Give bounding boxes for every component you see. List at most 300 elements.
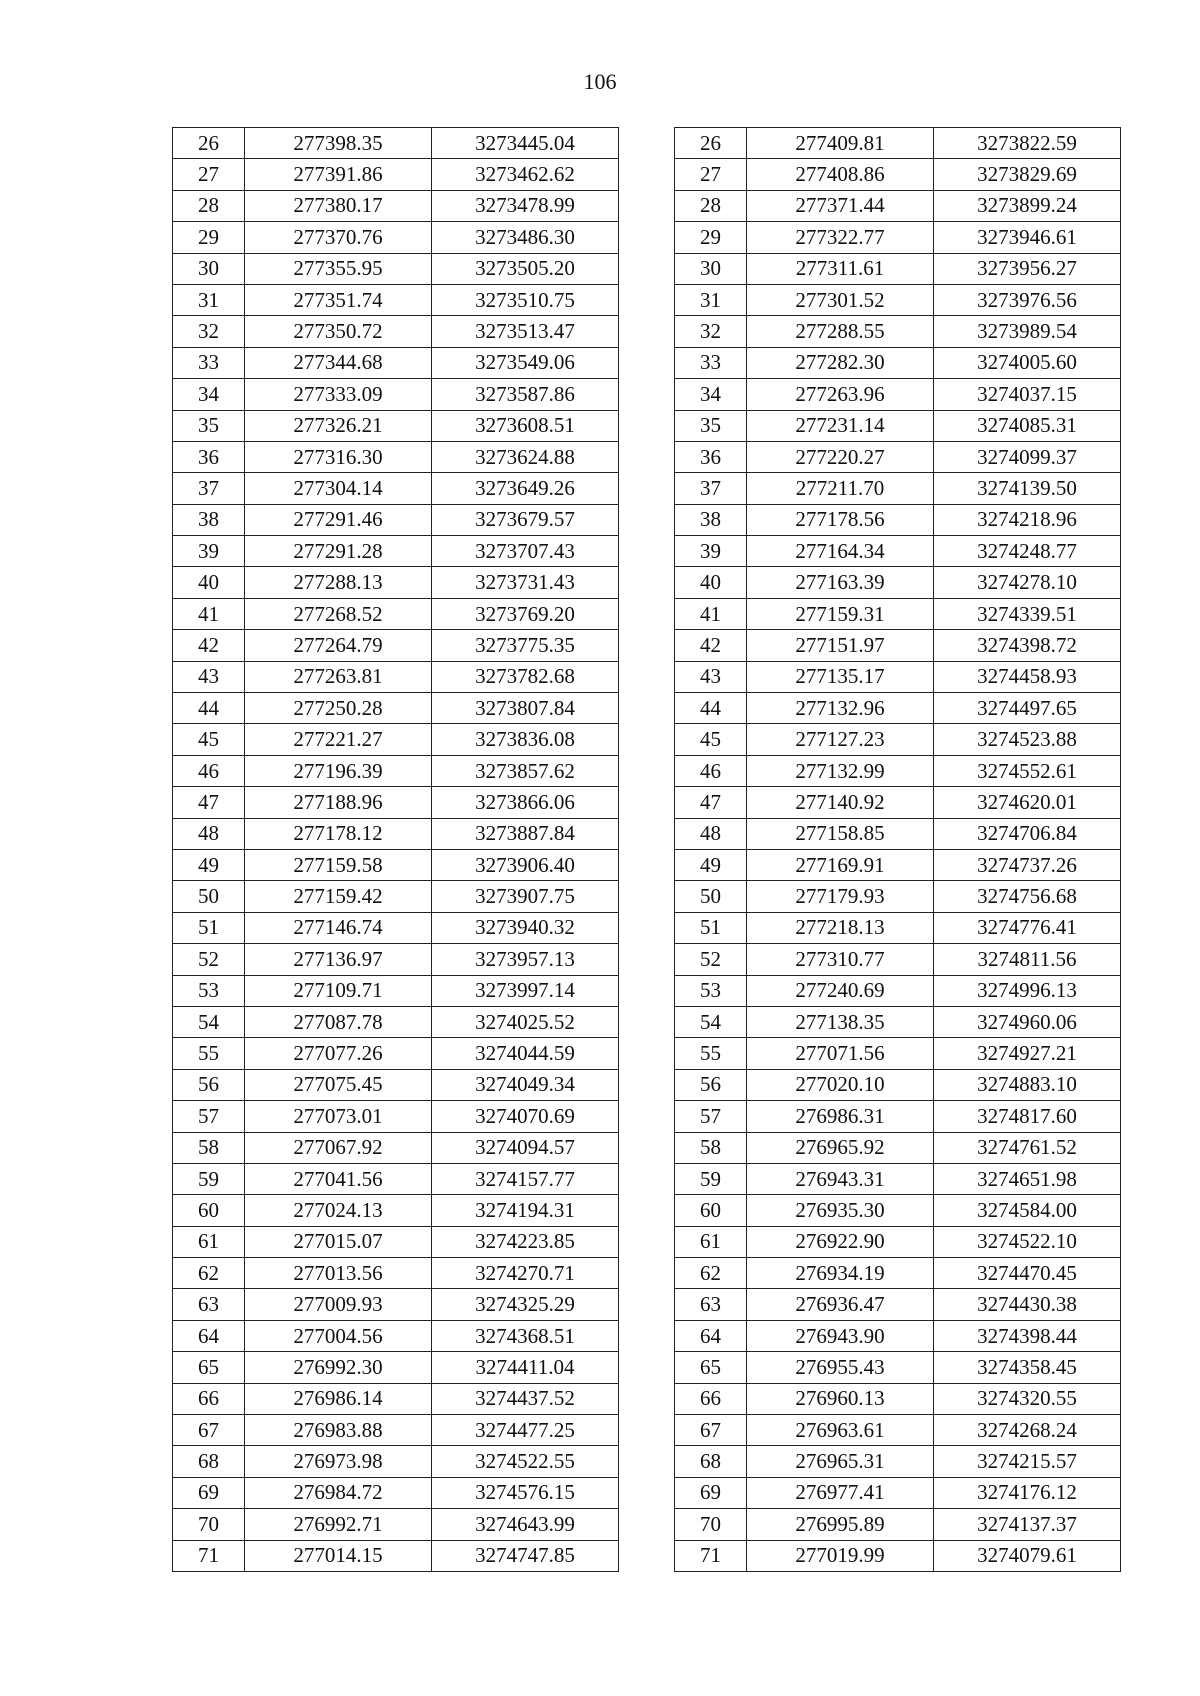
left-y-coordinate-cell: 3274747.85 xyxy=(432,1540,619,1571)
left-point-number-cell: 41 xyxy=(173,598,245,629)
left-x-coordinate-cell: 277136.97 xyxy=(245,944,432,975)
column-gap-cell xyxy=(619,1352,675,1383)
column-gap-cell xyxy=(619,379,675,410)
left-x-coordinate-cell: 277398.35 xyxy=(245,128,432,159)
table-row xyxy=(173,1006,1121,1037)
left-point-number-cell: 32 xyxy=(173,316,245,347)
right-x-coordinate-cell: 277231.14 xyxy=(747,410,934,441)
left-x-coordinate-cell: 277077.26 xyxy=(245,1038,432,1069)
column-gap-cell xyxy=(619,1509,675,1540)
right-x-coordinate-cell: 277151.97 xyxy=(747,630,934,661)
right-point-number-cell: 58 xyxy=(675,1132,747,1163)
right-x-coordinate-cell: 277169.91 xyxy=(747,849,934,880)
right-x-coordinate-cell: 277409.81 xyxy=(747,128,934,159)
left-point-number-cell: 39 xyxy=(173,536,245,567)
table-row xyxy=(173,1477,1121,1508)
right-y-coordinate-cell: 3274756.68 xyxy=(934,881,1121,912)
left-x-coordinate-cell: 277391.86 xyxy=(245,159,432,190)
left-y-coordinate-cell: 3273486.30 xyxy=(432,222,619,253)
table-row xyxy=(173,693,1121,724)
table-row xyxy=(173,379,1121,410)
right-point-number-cell: 39 xyxy=(675,536,747,567)
left-x-coordinate-cell: 277196.39 xyxy=(245,755,432,786)
left-y-coordinate-cell: 3273866.06 xyxy=(432,787,619,818)
left-point-number-cell: 63 xyxy=(173,1289,245,1320)
right-x-coordinate-cell: 277263.96 xyxy=(747,379,934,410)
right-point-number-cell: 68 xyxy=(675,1446,747,1477)
right-point-number-cell: 29 xyxy=(675,222,747,253)
left-y-coordinate-cell: 3274044.59 xyxy=(432,1038,619,1069)
right-point-number-cell: 45 xyxy=(675,724,747,755)
left-point-number-cell: 27 xyxy=(173,159,245,190)
left-y-coordinate-cell: 3273549.06 xyxy=(432,347,619,378)
left-y-coordinate-cell: 3273769.20 xyxy=(432,598,619,629)
left-point-number-cell: 54 xyxy=(173,1006,245,1037)
left-point-number-cell: 65 xyxy=(173,1352,245,1383)
column-gap-cell xyxy=(619,536,675,567)
right-y-coordinate-cell: 3274996.13 xyxy=(934,975,1121,1006)
right-point-number-cell: 44 xyxy=(675,693,747,724)
right-y-coordinate-cell: 3274137.37 xyxy=(934,1509,1121,1540)
column-gap-cell xyxy=(619,1132,675,1163)
right-point-number-cell: 31 xyxy=(675,284,747,315)
left-x-coordinate-cell: 277344.68 xyxy=(245,347,432,378)
column-gap-cell xyxy=(619,1446,675,1477)
left-x-coordinate-cell: 276992.30 xyxy=(245,1352,432,1383)
right-point-number-cell: 51 xyxy=(675,912,747,943)
left-point-number-cell: 56 xyxy=(173,1069,245,1100)
column-gap-cell xyxy=(619,1289,675,1320)
table-row xyxy=(173,284,1121,315)
left-y-coordinate-cell: 3273478.99 xyxy=(432,190,619,221)
table-row xyxy=(173,441,1121,472)
left-x-coordinate-cell: 277146.74 xyxy=(245,912,432,943)
right-x-coordinate-cell: 276943.90 xyxy=(747,1320,934,1351)
right-x-coordinate-cell: 277408.86 xyxy=(747,159,934,190)
right-x-coordinate-cell: 276963.61 xyxy=(747,1415,934,1446)
left-y-coordinate-cell: 3273624.88 xyxy=(432,441,619,472)
left-y-coordinate-cell: 3273505.20 xyxy=(432,253,619,284)
right-point-number-cell: 28 xyxy=(675,190,747,221)
table-row xyxy=(173,881,1121,912)
column-gap-cell xyxy=(619,567,675,598)
table-row xyxy=(173,159,1121,190)
right-point-number-cell: 35 xyxy=(675,410,747,441)
right-x-coordinate-cell: 277179.93 xyxy=(747,881,934,912)
table-row xyxy=(173,222,1121,253)
table-row xyxy=(173,1069,1121,1100)
column-gap-cell xyxy=(619,787,675,818)
right-point-number-cell: 30 xyxy=(675,253,747,284)
right-x-coordinate-cell: 277132.96 xyxy=(747,693,934,724)
column-gap-cell xyxy=(619,473,675,504)
table-row xyxy=(173,1320,1121,1351)
column-gap-cell xyxy=(619,284,675,315)
left-x-coordinate-cell: 277263.81 xyxy=(245,661,432,692)
table-row xyxy=(173,1258,1121,1289)
right-point-number-cell: 50 xyxy=(675,881,747,912)
left-y-coordinate-cell: 3273775.35 xyxy=(432,630,619,661)
left-y-coordinate-cell: 3273836.08 xyxy=(432,724,619,755)
left-point-number-cell: 42 xyxy=(173,630,245,661)
right-y-coordinate-cell: 3274339.51 xyxy=(934,598,1121,629)
table-row xyxy=(173,567,1121,598)
right-x-coordinate-cell: 276934.19 xyxy=(747,1258,934,1289)
right-x-coordinate-cell: 277310.77 xyxy=(747,944,934,975)
left-x-coordinate-cell: 277288.13 xyxy=(245,567,432,598)
left-y-coordinate-cell: 3274368.51 xyxy=(432,1320,619,1351)
right-point-number-cell: 26 xyxy=(675,128,747,159)
right-x-coordinate-cell: 276936.47 xyxy=(747,1289,934,1320)
right-x-coordinate-cell: 277178.56 xyxy=(747,504,934,535)
column-gap-cell xyxy=(619,441,675,472)
left-x-coordinate-cell: 277004.56 xyxy=(245,1320,432,1351)
left-point-number-cell: 66 xyxy=(173,1383,245,1414)
right-point-number-cell: 70 xyxy=(675,1509,747,1540)
right-x-coordinate-cell: 277301.52 xyxy=(747,284,934,315)
left-y-coordinate-cell: 3273907.75 xyxy=(432,881,619,912)
left-y-coordinate-cell: 3274194.31 xyxy=(432,1195,619,1226)
right-point-number-cell: 47 xyxy=(675,787,747,818)
table-row xyxy=(173,1101,1121,1132)
left-y-coordinate-cell: 3274477.25 xyxy=(432,1415,619,1446)
left-x-coordinate-cell: 276973.98 xyxy=(245,1446,432,1477)
right-y-coordinate-cell: 3274651.98 xyxy=(934,1163,1121,1194)
column-gap-cell xyxy=(619,1101,675,1132)
right-x-coordinate-cell: 277211.70 xyxy=(747,473,934,504)
right-point-number-cell: 42 xyxy=(675,630,747,661)
right-x-coordinate-cell: 276986.31 xyxy=(747,1101,934,1132)
right-y-coordinate-cell: 3274320.55 xyxy=(934,1383,1121,1414)
left-point-number-cell: 55 xyxy=(173,1038,245,1069)
right-y-coordinate-cell: 3274248.77 xyxy=(934,536,1121,567)
left-point-number-cell: 59 xyxy=(173,1163,245,1194)
right-point-number-cell: 69 xyxy=(675,1477,747,1508)
column-gap-cell xyxy=(619,1477,675,1508)
column-gap-cell xyxy=(619,410,675,441)
left-x-coordinate-cell: 277221.27 xyxy=(245,724,432,755)
left-y-coordinate-cell: 3274270.71 xyxy=(432,1258,619,1289)
right-x-coordinate-cell: 277163.39 xyxy=(747,567,934,598)
right-point-number-cell: 57 xyxy=(675,1101,747,1132)
right-y-coordinate-cell: 3274960.06 xyxy=(934,1006,1121,1037)
right-y-coordinate-cell: 3274037.15 xyxy=(934,379,1121,410)
table-row xyxy=(173,787,1121,818)
left-point-number-cell: 49 xyxy=(173,849,245,880)
left-y-coordinate-cell: 3273997.14 xyxy=(432,975,619,1006)
right-y-coordinate-cell: 3274458.93 xyxy=(934,661,1121,692)
right-x-coordinate-cell: 276960.13 xyxy=(747,1383,934,1414)
right-x-coordinate-cell: 277240.69 xyxy=(747,975,934,1006)
right-x-coordinate-cell: 277322.77 xyxy=(747,222,934,253)
right-y-coordinate-cell: 3274430.38 xyxy=(934,1289,1121,1320)
table-row xyxy=(173,1038,1121,1069)
left-x-coordinate-cell: 277075.45 xyxy=(245,1069,432,1100)
right-point-number-cell: 62 xyxy=(675,1258,747,1289)
right-y-coordinate-cell: 3274776.41 xyxy=(934,912,1121,943)
table-row xyxy=(173,661,1121,692)
right-point-number-cell: 64 xyxy=(675,1320,747,1351)
right-y-coordinate-cell: 3274522.10 xyxy=(934,1226,1121,1257)
table-row xyxy=(173,1509,1121,1540)
left-x-coordinate-cell: 277024.13 xyxy=(245,1195,432,1226)
right-point-number-cell: 34 xyxy=(675,379,747,410)
right-point-number-cell: 38 xyxy=(675,504,747,535)
right-x-coordinate-cell: 277282.30 xyxy=(747,347,934,378)
column-gap-cell xyxy=(619,128,675,159)
right-x-coordinate-cell: 276955.43 xyxy=(747,1352,934,1383)
right-point-number-cell: 60 xyxy=(675,1195,747,1226)
right-point-number-cell: 41 xyxy=(675,598,747,629)
column-gap-cell xyxy=(619,975,675,1006)
table-row xyxy=(173,1415,1121,1446)
table-row xyxy=(173,598,1121,629)
right-x-coordinate-cell: 277218.13 xyxy=(747,912,934,943)
left-x-coordinate-cell: 277067.92 xyxy=(245,1132,432,1163)
column-gap-cell xyxy=(619,849,675,880)
right-x-coordinate-cell: 277019.99 xyxy=(747,1540,934,1571)
left-x-coordinate-cell: 277014.15 xyxy=(245,1540,432,1571)
right-y-coordinate-cell: 3273946.61 xyxy=(934,222,1121,253)
right-point-number-cell: 65 xyxy=(675,1352,747,1383)
table-row xyxy=(173,724,1121,755)
right-point-number-cell: 32 xyxy=(675,316,747,347)
column-gap-cell xyxy=(619,912,675,943)
left-point-number-cell: 33 xyxy=(173,347,245,378)
left-y-coordinate-cell: 3273679.57 xyxy=(432,504,619,535)
left-x-coordinate-cell: 276984.72 xyxy=(245,1477,432,1508)
left-point-number-cell: 46 xyxy=(173,755,245,786)
right-y-coordinate-cell: 3274761.52 xyxy=(934,1132,1121,1163)
right-x-coordinate-cell: 276922.90 xyxy=(747,1226,934,1257)
right-y-coordinate-cell: 3274215.57 xyxy=(934,1446,1121,1477)
right-y-coordinate-cell: 3274470.45 xyxy=(934,1258,1121,1289)
right-x-coordinate-cell: 277371.44 xyxy=(747,190,934,221)
right-x-coordinate-cell: 277135.17 xyxy=(747,661,934,692)
left-x-coordinate-cell: 277333.09 xyxy=(245,379,432,410)
left-point-number-cell: 30 xyxy=(173,253,245,284)
left-point-number-cell: 43 xyxy=(173,661,245,692)
left-y-coordinate-cell: 3273513.47 xyxy=(432,316,619,347)
left-y-coordinate-cell: 3273510.75 xyxy=(432,284,619,315)
right-point-number-cell: 48 xyxy=(675,818,747,849)
right-y-coordinate-cell: 3273989.54 xyxy=(934,316,1121,347)
column-gap-cell xyxy=(619,316,675,347)
left-y-coordinate-cell: 3274437.52 xyxy=(432,1383,619,1414)
left-y-coordinate-cell: 3273649.26 xyxy=(432,473,619,504)
table-row xyxy=(173,1132,1121,1163)
left-y-coordinate-cell: 3273707.43 xyxy=(432,536,619,567)
left-point-number-cell: 38 xyxy=(173,504,245,535)
table-row xyxy=(173,536,1121,567)
left-y-coordinate-cell: 3273857.62 xyxy=(432,755,619,786)
right-point-number-cell: 33 xyxy=(675,347,747,378)
right-y-coordinate-cell: 3274278.10 xyxy=(934,567,1121,598)
right-x-coordinate-cell: 277311.61 xyxy=(747,253,934,284)
column-gap-cell xyxy=(619,881,675,912)
right-y-coordinate-cell: 3274584.00 xyxy=(934,1195,1121,1226)
right-x-coordinate-cell: 276935.30 xyxy=(747,1195,934,1226)
left-x-coordinate-cell: 277009.93 xyxy=(245,1289,432,1320)
right-y-coordinate-cell: 3274398.72 xyxy=(934,630,1121,661)
left-point-number-cell: 48 xyxy=(173,818,245,849)
column-gap-cell xyxy=(619,724,675,755)
column-gap-cell xyxy=(619,190,675,221)
right-y-coordinate-cell: 3274176.12 xyxy=(934,1477,1121,1508)
right-point-number-cell: 43 xyxy=(675,661,747,692)
right-y-coordinate-cell: 3274737.26 xyxy=(934,849,1121,880)
table-row xyxy=(173,473,1121,504)
left-point-number-cell: 26 xyxy=(173,128,245,159)
left-point-number-cell: 69 xyxy=(173,1477,245,1508)
left-point-number-cell: 51 xyxy=(173,912,245,943)
left-x-coordinate-cell: 277087.78 xyxy=(245,1006,432,1037)
left-point-number-cell: 45 xyxy=(173,724,245,755)
left-y-coordinate-cell: 3274157.77 xyxy=(432,1163,619,1194)
left-x-coordinate-cell: 277351.74 xyxy=(245,284,432,315)
left-point-number-cell: 64 xyxy=(173,1320,245,1351)
left-y-coordinate-cell: 3274070.69 xyxy=(432,1101,619,1132)
left-y-coordinate-cell: 3273887.84 xyxy=(432,818,619,849)
table-row xyxy=(173,755,1121,786)
left-x-coordinate-cell: 277073.01 xyxy=(245,1101,432,1132)
right-y-coordinate-cell: 3274079.61 xyxy=(934,1540,1121,1571)
right-point-number-cell: 63 xyxy=(675,1289,747,1320)
right-y-coordinate-cell: 3274706.84 xyxy=(934,818,1121,849)
right-y-coordinate-cell: 3273899.24 xyxy=(934,190,1121,221)
left-point-number-cell: 44 xyxy=(173,693,245,724)
left-x-coordinate-cell: 277291.46 xyxy=(245,504,432,535)
left-y-coordinate-cell: 3273957.13 xyxy=(432,944,619,975)
left-point-number-cell: 34 xyxy=(173,379,245,410)
left-y-coordinate-cell: 3274522.55 xyxy=(432,1446,619,1477)
column-gap-cell xyxy=(619,1383,675,1414)
table-row xyxy=(173,630,1121,661)
right-y-coordinate-cell: 3274398.44 xyxy=(934,1320,1121,1351)
right-point-number-cell: 37 xyxy=(675,473,747,504)
table-row xyxy=(173,818,1121,849)
left-x-coordinate-cell: 277041.56 xyxy=(245,1163,432,1194)
left-point-number-cell: 40 xyxy=(173,567,245,598)
table-row xyxy=(173,253,1121,284)
left-point-number-cell: 50 xyxy=(173,881,245,912)
left-x-coordinate-cell: 277370.76 xyxy=(245,222,432,253)
left-point-number-cell: 37 xyxy=(173,473,245,504)
left-y-coordinate-cell: 3274576.15 xyxy=(432,1477,619,1508)
right-y-coordinate-cell: 3274523.88 xyxy=(934,724,1121,755)
left-y-coordinate-cell: 3273445.04 xyxy=(432,128,619,159)
column-gap-cell xyxy=(619,818,675,849)
right-y-coordinate-cell: 3273822.59 xyxy=(934,128,1121,159)
right-y-coordinate-cell: 3274497.65 xyxy=(934,693,1121,724)
column-gap-cell xyxy=(619,1069,675,1100)
page-number: 106 xyxy=(583,69,617,94)
table-row xyxy=(173,849,1121,880)
table-row xyxy=(173,1540,1121,1571)
table-row xyxy=(173,1195,1121,1226)
column-gap-cell xyxy=(619,1006,675,1037)
left-x-coordinate-cell: 277291.28 xyxy=(245,536,432,567)
column-gap-cell xyxy=(619,1258,675,1289)
table-row xyxy=(173,1289,1121,1320)
right-x-coordinate-cell: 277020.10 xyxy=(747,1069,934,1100)
left-x-coordinate-cell: 277159.58 xyxy=(245,849,432,880)
left-point-number-cell: 58 xyxy=(173,1132,245,1163)
left-point-number-cell: 61 xyxy=(173,1226,245,1257)
left-point-number-cell: 47 xyxy=(173,787,245,818)
left-y-coordinate-cell: 3273782.68 xyxy=(432,661,619,692)
right-point-number-cell: 56 xyxy=(675,1069,747,1100)
left-point-number-cell: 68 xyxy=(173,1446,245,1477)
left-y-coordinate-cell: 3273608.51 xyxy=(432,410,619,441)
right-point-number-cell: 59 xyxy=(675,1163,747,1194)
column-gap-cell xyxy=(619,944,675,975)
table-row xyxy=(173,347,1121,378)
right-x-coordinate-cell: 277288.55 xyxy=(747,316,934,347)
column-gap-cell xyxy=(619,598,675,629)
right-y-coordinate-cell: 3274218.96 xyxy=(934,504,1121,535)
left-x-coordinate-cell: 277326.21 xyxy=(245,410,432,441)
left-y-coordinate-cell: 3274411.04 xyxy=(432,1352,619,1383)
left-x-coordinate-cell: 277015.07 xyxy=(245,1226,432,1257)
column-gap-cell xyxy=(619,1195,675,1226)
left-x-coordinate-cell: 277268.52 xyxy=(245,598,432,629)
right-x-coordinate-cell: 276965.31 xyxy=(747,1446,934,1477)
left-x-coordinate-cell: 276986.14 xyxy=(245,1383,432,1414)
right-y-coordinate-cell: 3273829.69 xyxy=(934,159,1121,190)
right-x-coordinate-cell: 277140.92 xyxy=(747,787,934,818)
table-row xyxy=(173,190,1121,221)
left-x-coordinate-cell: 277264.79 xyxy=(245,630,432,661)
table-row xyxy=(173,944,1121,975)
column-gap-cell xyxy=(619,1226,675,1257)
column-gap-cell xyxy=(619,755,675,786)
left-x-coordinate-cell: 277178.12 xyxy=(245,818,432,849)
right-y-coordinate-cell: 3274085.31 xyxy=(934,410,1121,441)
left-x-coordinate-cell: 277159.42 xyxy=(245,881,432,912)
left-x-coordinate-cell: 277188.96 xyxy=(245,787,432,818)
column-gap-cell xyxy=(619,693,675,724)
right-y-coordinate-cell: 3274883.10 xyxy=(934,1069,1121,1100)
column-gap-cell xyxy=(619,159,675,190)
left-y-coordinate-cell: 3274025.52 xyxy=(432,1006,619,1037)
table-row xyxy=(173,1163,1121,1194)
column-gap-cell xyxy=(619,222,675,253)
table-row xyxy=(173,912,1121,943)
left-point-number-cell: 28 xyxy=(173,190,245,221)
table-row xyxy=(173,1226,1121,1257)
left-point-number-cell: 67 xyxy=(173,1415,245,1446)
right-point-number-cell: 61 xyxy=(675,1226,747,1257)
right-x-coordinate-cell: 277132.99 xyxy=(747,755,934,786)
column-gap-cell xyxy=(619,661,675,692)
right-x-coordinate-cell: 277220.27 xyxy=(747,441,934,472)
right-point-number-cell: 52 xyxy=(675,944,747,975)
left-point-number-cell: 57 xyxy=(173,1101,245,1132)
left-x-coordinate-cell: 276983.88 xyxy=(245,1415,432,1446)
table-row xyxy=(173,504,1121,535)
right-x-coordinate-cell: 277071.56 xyxy=(747,1038,934,1069)
right-point-number-cell: 49 xyxy=(675,849,747,880)
left-point-number-cell: 70 xyxy=(173,1509,245,1540)
left-x-coordinate-cell: 276992.71 xyxy=(245,1509,432,1540)
column-gap-cell xyxy=(619,347,675,378)
left-point-number-cell: 36 xyxy=(173,441,245,472)
right-x-coordinate-cell: 277138.35 xyxy=(747,1006,934,1037)
right-y-coordinate-cell: 3274811.56 xyxy=(934,944,1121,975)
right-point-number-cell: 46 xyxy=(675,755,747,786)
right-y-coordinate-cell: 3274099.37 xyxy=(934,441,1121,472)
